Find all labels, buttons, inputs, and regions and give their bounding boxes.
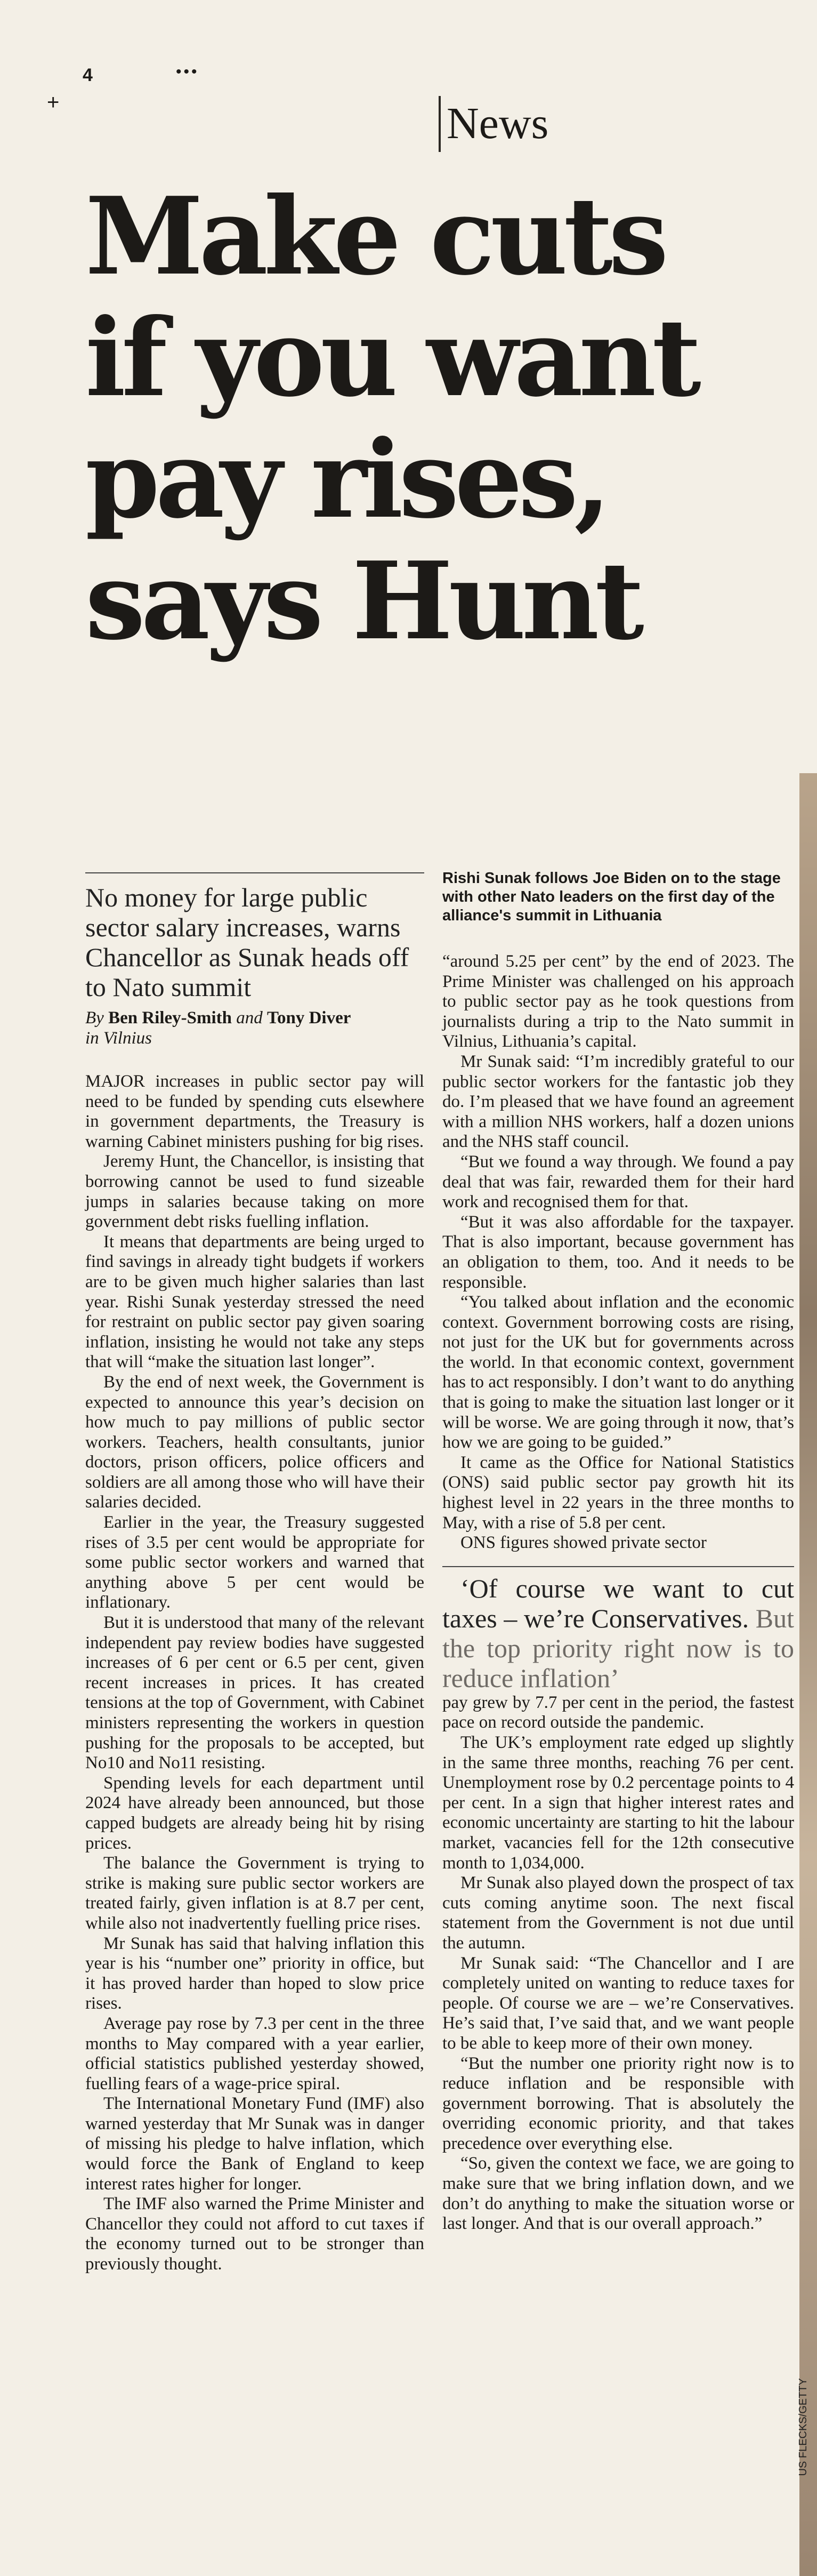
paragraph: Spending levels for each department until 2024 have already been announced, but those capped budgets are already being hit by rising prices. [85, 1773, 424, 1853]
pullquote-rule [442, 1566, 794, 1567]
paragraph: It means that departments are being urged to find savings in already tight budgets if workers are to be given much higher salaries than last year. Rishi Sunak yesterday stressed the need for restraint on public sector pay given soaring inflation, insisting he would not take any steps that will “make the situation last longer”. [85, 1232, 424, 1372]
pull-quote [442, 1574, 794, 1693]
section-label: News [447, 99, 549, 148]
paragraph: “You talked about inflation and the economic context. Government borrowing costs are rising, not just for the UK but for governments across the world. In that economic context, government has to act responsibly. I don’t want to do anything that is going to make the situation last longer or it will be worse. We are going through it now, that’s how we are going to be guided.” [442, 1293, 794, 1452]
byline [85, 1008, 424, 1048]
article-column-right [442, 952, 794, 2234]
paragraph: The balance the Government is trying to strike is making sure public sector workers are treated fairly, given inflation is at 8.7 per cent, while also not inadvertently fuelling price rises. [85, 1853, 424, 1933]
paragraph: Average pay rose by 7.3 per cent in the three months to May compared with a year earlier, official statistics published yesterday showed, fuelling fears of a wage-price spiral. [85, 2013, 424, 2093]
byline-location: in Vilnius [85, 1029, 152, 1048]
pull-quote-faded: But the top priority right now is to reduce inflation’ [442, 1603, 794, 1693]
paragraph: Mr Sunak said: “I’m incredibly grateful to our public sector workers for the fantastic job they do. I’m pleased that we have found an agreement with a million NHS workers, half a dozen unions and the NHS staff council. [442, 1052, 794, 1152]
paragraph: But it is understood that many of the relevant independent pay review bodies have suggested increases of 6 per cent or 6.5 per cent, given recent increases in prices. It has created tensions at the top of Government, with Cabinet ministers representing the workers in question pushing for the proposals to be accepted, but No10 and No11 resisting. [85, 1613, 424, 1773]
standfirst-rule [85, 872, 424, 873]
paragraph: Mr Sunak said: “The Chancellor and I are completely united on wanting to reduce taxes for people. Of course we are – we’re Conservatives. He’s said that, I’ve said that, and we want people to be able to keep more of their own money. [442, 1953, 794, 2053]
byline-prefix: By [85, 1008, 104, 1028]
headline-line: pay rises, [85, 417, 607, 542]
article-column-left [85, 1072, 424, 2275]
paragraph: “around 5.25 per cent” by the end of 2023. The Prime Minister was challenged on his approach to public sector pay as he took questions from journalists during a trip to the Nato summit in Vilnius, Lithuania’s capital. [442, 952, 794, 1052]
paragraph: Mr Sunak has said that halving inflation this year is his “number one” priority in office, but it has proved harder than hoped to slow price rises. [85, 1933, 424, 2013]
headline-line: says Hunt [85, 539, 640, 664]
paragraph: “But the number one priority right now is to reduce inflation and be responsible with government borrowing. That is absolutely the overriding economic priority, and that takes precedence over everything else. [442, 2053, 794, 2153]
byline-author: Tony Diver [266, 1008, 351, 1028]
paragraph: “But we found a way through. We found a pay deal that was fair, rewarded them for their hard work and recognised them for that. [442, 1152, 794, 1212]
paragraph: Mr Sunak also played down the prospect of tax cuts coming anytime soon. The next fiscal statement from the Government is not due until the autumn. [442, 1873, 794, 1953]
paragraph: Earlier in the year, the Treasury suggested rises of 3.5 per cent would be appropriate for some public sector workers and warned that anything above 5 per cent would be inflationary. [85, 1513, 424, 1612]
crop-mark: + [47, 91, 60, 114]
page-number: 4 [83, 65, 93, 85]
byline-author: Ben Riley-Smith [108, 1008, 232, 1028]
pull-quote-main: ‘Of course we want to cut taxes – we’re Conservatives. [442, 1573, 794, 1633]
paragraph: “But it was also affordable for the taxpayer. That is also important, because government has an obligation to them, too. And it needs to be responsible. [442, 1212, 794, 1292]
photo-caption: Rishi Sunak follows Joe Biden on to the stage with other Nato leaders on the first day of the alliance's summit in Lithuania [442, 870, 781, 924]
paragraph: MAJOR increases in public sector pay will need to be funded by spending cuts elsewhere in government departments, the Treasury is warning Cabinet ministers pushing for big rises. [85, 1072, 424, 1151]
paragraph: Jeremy Hunt, the Chancellor, is insisting that borrowing cannot be used to fund sizeable jumps in salaries because taking on more government debt risks fuelling inflation. [85, 1152, 424, 1232]
paragraph: It came as the Office for National Statistics (ONS) said public sector pay growth hit its highest level in 22 years in the three months to May, with a rise of 5.8 per cent. [442, 1452, 794, 1532]
byline-joiner: and [236, 1008, 263, 1028]
headline [85, 176, 789, 662]
photo-edge [799, 773, 817, 2576]
paragraph: The UK’s employment rate edged up slightly in the same three months, reaching 76 per cent. Unemployment rose by 0.2 percentage points to 4 per cent. In a sign that higher interest rates and economic uncertainty are starting to hit the labour market, vacancies fell for the 12th consecutive month to 1,034,000. [442, 1733, 794, 1873]
paragraph: The IMF also warned the Prime Minister and Chancellor they could not afford to cut taxes if the economy turned out to be stronger than previously thought. [85, 2194, 424, 2274]
page-dots: ••• [176, 63, 199, 81]
paragraph: By the end of next week, the Government is expected to announce this year’s decision on how much to pay millions of public sector workers. Teachers, health consultants, junior doctors, prison officers, police officers and soldiers are all among those who will have their salaries decided. [85, 1372, 424, 1512]
headline-line: Make cuts [85, 174, 665, 299]
paragraph: pay grew by 7.7 per cent in the period, the fastest pace on record outside the pandemic. [442, 1692, 794, 1732]
paragraph: The International Monetary Fund (IMF) also warned yesterday that Mr Sunak was in danger of missing his pledge to halve inflation, which would force the Bank of England to keep interest rates higher for longer. [85, 2094, 424, 2194]
paragraph: ONS figures showed private sector [460, 1533, 707, 1553]
headline-line: if you want [85, 295, 697, 421]
section-rule [439, 96, 441, 152]
standfirst: No money for large public sector salary increases, warns Chancellor as Sunak heads off to Nato summit [85, 882, 409, 1002]
photo-credit: US FLECKS/GETTY [797, 2378, 809, 2476]
paragraph: “So, given the context we face, we are going to make sure that we bring inflation down, and we don’t do anything to make the situation worse or last longer. And that is our overall approach.” [442, 2154, 794, 2234]
